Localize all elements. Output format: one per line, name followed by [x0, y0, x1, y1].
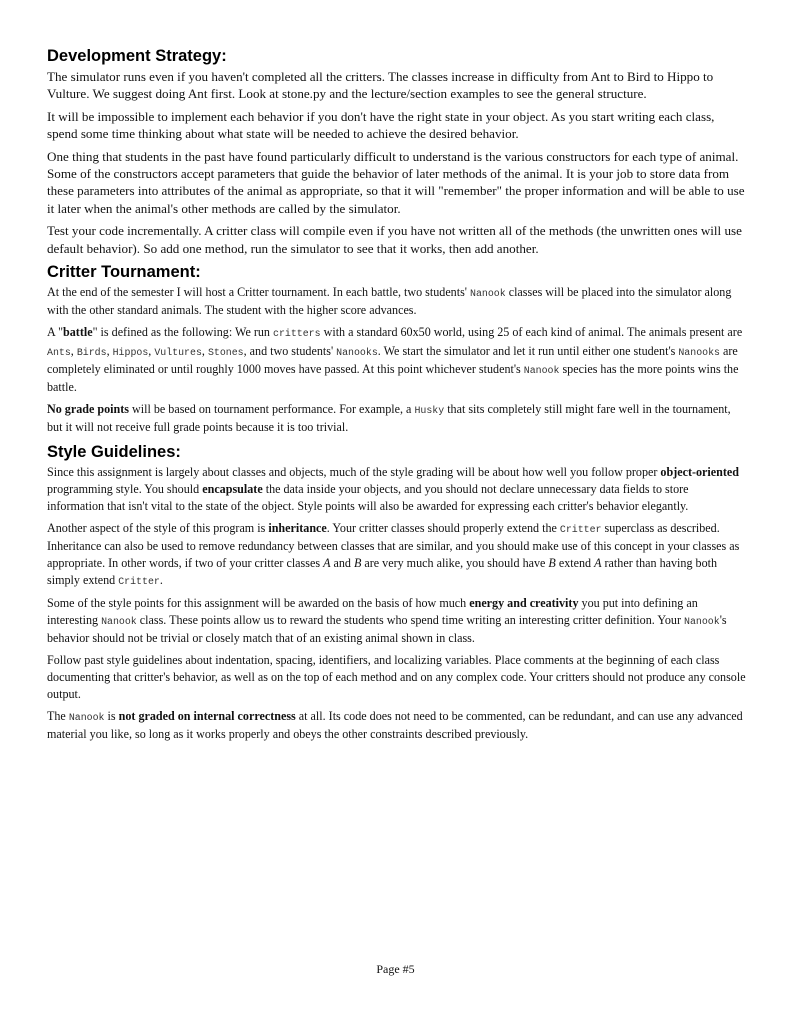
text: ,	[70, 343, 77, 358]
code-text: Nanooks	[678, 346, 720, 358]
text: at all. Its code does not need to be commented, can be redundant, and can use any advanced material you like, so long as it works properly and obeys the other constraints described previously.	[47, 708, 743, 741]
section-heading: Style Guidelines:	[47, 442, 181, 461]
paragraph	[47, 284, 747, 319]
code-text: Vultures	[154, 346, 202, 358]
paragraph	[47, 401, 747, 436]
italic-text: B	[353, 555, 362, 570]
text: , and two students'	[243, 343, 337, 358]
text: . Your critter classes should properly extend the	[326, 520, 560, 535]
text: The	[47, 708, 69, 723]
bold-text: energy and creativity	[469, 595, 579, 610]
bold-text: encapsulate	[202, 481, 263, 496]
code-text: Birds	[76, 346, 107, 358]
text: classes will be placed into the simulator along with the other standard animals. The student with the higher score advances.	[47, 285, 732, 318]
code-text: critters	[273, 328, 321, 340]
section-heading: Critter Tournament:	[47, 263, 201, 282]
text: superclass as described. Inheritance can also be used to remove redundancy between classes that are similar, and you should make use of this concept in your classes as appropriate. In other words, if two of your critter classes	[47, 520, 740, 570]
paragraph: It will be impossible to implement each behavior if you don't have the right state in your object. As you start writing each class, spend some time thinking about what state will be needed to achieve the desired behavior.	[47, 108, 715, 142]
paragraph	[47, 708, 747, 743]
code-text: Nanook	[101, 615, 137, 627]
text: rather than having both simply extend	[47, 555, 718, 587]
text: . We start the simulator and let it run until either one student's	[377, 343, 679, 358]
text: class. These points allow us to reward the students who spend time writing an interesting critter definition. Your	[136, 612, 685, 627]
code-text: Nanook	[523, 364, 560, 376]
text: ,	[148, 343, 155, 358]
paragraph: Test your code incrementally. A critter class will compile even if you have not written all of the methods (the unwritten ones will use default behavior). So add one method, run the simulator to see that it works, then add another.	[47, 223, 742, 256]
text: ,	[106, 343, 113, 358]
code-text: Nanook	[470, 288, 506, 300]
section-heading: Development Strategy:	[47, 47, 227, 65]
code-text: Stones	[207, 346, 244, 358]
style-guidelines-section	[47, 442, 747, 743]
paragraph	[47, 464, 747, 515]
text: are completely eliminated or until roughly 1000 moves have passed. At this point whichever student's	[47, 343, 738, 376]
text: you put into defining an interesting	[47, 595, 698, 627]
text: programming style. You should	[47, 481, 203, 496]
text: species has the more points wins the battle.	[47, 361, 739, 395]
text: Since this assignment is largely about classes and objects, much of the style grading will be about how well you follow proper	[47, 464, 661, 479]
paragraph: One thing that students in the past have found particularly difficult to understand is the various constructors for each type of animal. Some of the constructors accept parameters that guide the behavior of later methods of the animal. It is your job to store data from these parameters into attributes of the animal as appropriate, so that it will "remember" the proper information and will be able to use it later when the animal's other methods are called by the simulator.	[47, 148, 745, 216]
paragraph: The simulator runs even if you haven't completed all the critters. The classes increase in difficulty from Ant to Bird to Hippo to Vulture. We suggest doing Ant first. Look at stone.py and the lecture/section examples to see the general structure.	[47, 69, 714, 102]
text: are very much alike, you should have	[361, 555, 549, 570]
code-text: Ants	[47, 346, 71, 358]
critter-tournament-section	[47, 262, 747, 437]
italic-text: A	[323, 555, 331, 570]
bold-text: battle	[63, 325, 93, 340]
code-text: Hippos	[112, 346, 149, 358]
code-text: Husky	[414, 405, 445, 417]
document-page	[47, 46, 747, 748]
text: Some of the style points for this assignment will be awarded on the basis of how much	[47, 595, 470, 610]
text: A "	[47, 325, 64, 340]
text: .	[159, 572, 163, 587]
italic-text: B	[548, 555, 556, 570]
paragraph: Follow past style guidelines about indentation, spacing, identifiers, and localizing variables. Place comments at the beginning of each class documenting that critter's behavior, as well as on the top of each method and on any complex code. Your critters should not produce any console output.	[47, 652, 746, 701]
text: and	[330, 555, 354, 570]
code-text: Critter	[559, 523, 602, 535]
page-number: Page #5	[376, 962, 415, 976]
bold-text: No grade points	[47, 402, 129, 417]
italic-text: A	[594, 555, 602, 570]
text: ,	[201, 343, 208, 358]
text: is	[104, 708, 119, 723]
paragraph	[47, 595, 747, 647]
bold-text: object-oriented	[660, 464, 740, 479]
bold-text: not graded on internal correctness	[118, 708, 296, 723]
text: will be based on tournament performance. For example, a	[128, 402, 415, 417]
code-text: Nanook	[684, 615, 720, 627]
bold-text: inheritance	[268, 520, 327, 535]
text: with a standard 60x50 world, using 25 of each kind of animal. The animals present are	[320, 325, 743, 340]
text: Another aspect of the style of this program is	[47, 520, 269, 535]
paragraph	[47, 520, 747, 590]
text: extend	[555, 555, 595, 570]
text: that sits completely still might fare well in the tournament, but it will not receive full grade points because it is too trivial.	[47, 402, 731, 435]
code-text: Critter	[118, 575, 160, 587]
code-text: Nanook	[68, 711, 105, 723]
text: the data inside your objects, and you should not declare unnecessary data fields to store information that isn't vital to the state of the object. Style points will also be awarded for expressing each critter's behavior elegantly.	[47, 481, 689, 513]
paragraph	[47, 324, 747, 396]
text: At the end of the semester I will host a Critter tournament. In each battle, two students'	[47, 285, 470, 300]
development-strategy-section	[47, 46, 747, 257]
text: 's behavior should not be trivial or closely match that of an existing animal shown in class.	[47, 612, 727, 645]
text: " is defined as the following: We run	[92, 325, 274, 340]
code-text: Nanooks	[336, 346, 378, 358]
